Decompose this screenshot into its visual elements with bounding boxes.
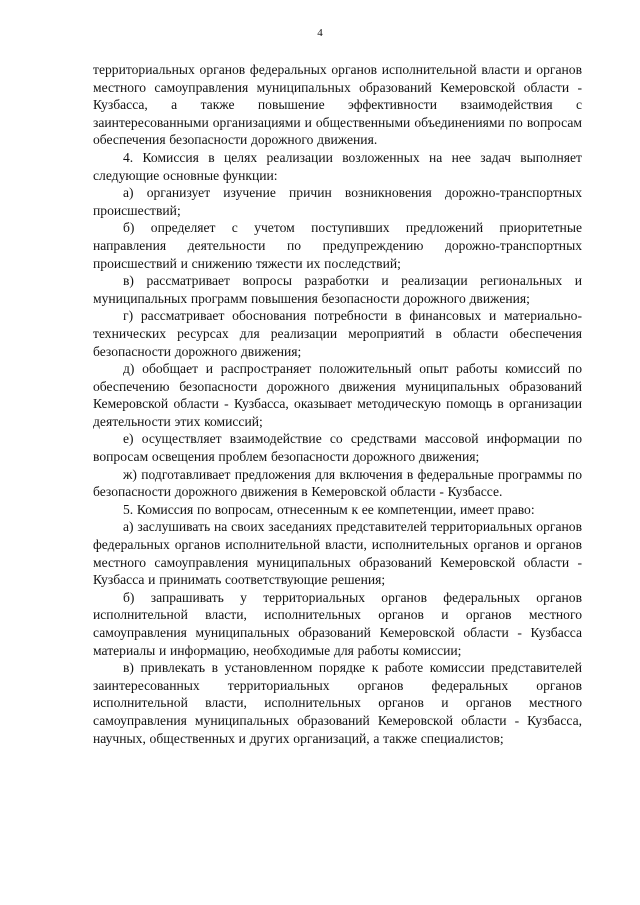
- paragraph-clause-4d: д) обобщает и распространяет положительный опыт работы комиссий по обеспечению безопасности дорожного движения муниципальных образований Кемеровской области - Кузбасса, оказывает методическую помощь в организации деятельности этих комиссий;: [93, 361, 582, 429]
- paragraph-clause-4: 4. Комиссия в целях реализации возложенных на нее задач выполняет следующие основные функции:: [93, 149, 582, 183]
- paragraph-clause-5v: в) привлекать в установленном порядке к работе комиссии представителей заинтересованных территориальных органов федеральных органов исполнительной власти, исполнительных органов и органов местного самоуправления муниципальных образований Кемеровской области - Кузбасса, научных, общественных и других организаций, а также специалистов;: [93, 660, 582, 746]
- paragraph-clause-4zh: ж) подготавливает предложения для включения в федеральные программы по безопасности дорожного движения в Кемеровской области - Кузбассе.: [93, 466, 582, 500]
- paragraph-continuation: территориальных органов федеральных органов исполнительной власти и органов местного самоуправления муниципальных образований Кемеровской области - Кузбасса, а также повышение эффективности взаимодействия с заинтересованными организациями и общественными объединениями по вопросам обеспечения безопасности дорожного движения.: [93, 62, 582, 148]
- paragraph-clause-4v: в) рассматривает вопросы разработки и реализации региональных и муниципальных программ повышения безопасности дорожного движения;: [93, 273, 582, 306]
- paragraph-clause-5a: а) заслушивать на своих заседаниях представителей территориальных органов федеральных органов исполнительной власти, исполнительных органов и органов местного самоуправления муниципальных образований Кемеровской области - Кузбасса и принимать соответствующие решения;: [93, 519, 582, 588]
- page-number: 4: [317, 27, 323, 39]
- paragraph-clause-5b: б) запрашивать у территориальных органов федеральных органов исполнительной власти, исполнительных органов и органов местного самоуправления муниципальных образований Кемеровской области - Кузбасса материалы и информацию, необходимые для работы комиссии;: [93, 589, 582, 658]
- paragraph-clause-4g: г) рассматривает обоснования потребности в финансовых и материально-технических ресурсах для реализации мероприятий в области обеспечения безопасности дорожного движения;: [93, 308, 582, 359]
- paragraph-clause-4b: б) определяет с учетом поступивших предложений приоритетные направления деятельности по предупреждению дорожно-транспортных происшествий и снижению тяжести их последствий;: [93, 220, 582, 271]
- paragraph-clause-5: 5. Комиссия по вопросам, отнесенным к ее компетенции, имеет право:: [123, 501, 535, 517]
- paragraph-clause-4a: а) организует изучение причин возникновения дорожно-транспортных происшествий;: [93, 185, 582, 218]
- document-body: [93, 61, 582, 747]
- paragraph-clause-4e: е) осуществляет взаимодействие со средствами массовой информации по вопросам освещения проблем безопасности дорожного движения;: [93, 431, 582, 465]
